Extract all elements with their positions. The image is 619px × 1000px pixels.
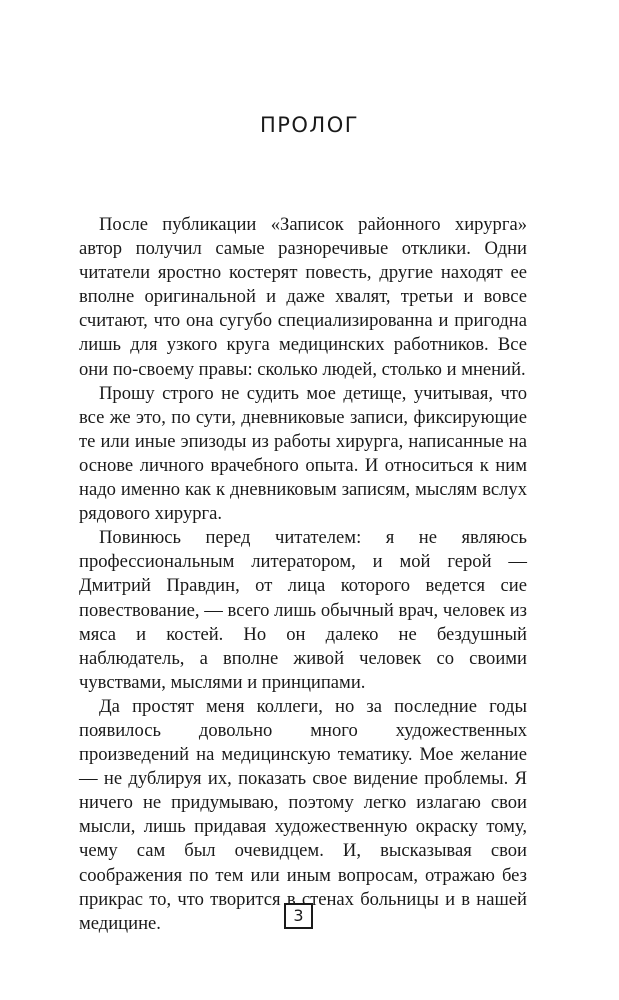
page-number: 3 — [284, 903, 313, 929]
chapter-title: ПРОЛОГ — [259, 113, 360, 137]
paragraph-1: После публикации «Записок районного хирурга» автор получил самые разноречивые отклики. Одни читатели яростно костерят повесть, другие находят ее вполне оригинальной и даже хвалят, третьи и вовсе считают, что она сугубо специализированна и пригодна лишь для узкого круга медицинских работников. Все они по-своему правы: сколько людей, столько и мнений. — [79, 214, 527, 380]
paragraph-2: Прошу строго не судить мое детище, учитывая, что все же это, по сути, дневниковые записи, фиксирующие те или иные эпизоды из работы хирурга, написанные на основе личного врачебного опыта. И относиться к ним надо именно как к дневниковым записям, мыслям вслух рядового хирурга. — [79, 382, 527, 525]
paragraph-4: Да простят меня коллеги, но за последние годы появилось довольно много художественных произведений на медицинскую тематику. Мое желание — не дублируя их, показать свое видение проблемы. Я ничего не придумываю, поэтому легко излагаю свои мысли, лишь придавая художественную окраску тому, чему сам был очевидцем. И, высказывая свои соображения по тем или иным вопросам, отражаю без прикрас то, что творится в стенах больницы и в нашей медицине. — [79, 695, 527, 934]
body-text — [79, 213, 527, 936]
paragraph-3: Повинюсь перед читателем: я не являюсь профессиональным литератором, и мой герой — Дмитрий Правдин, от лица которого ведется сие повествование, — всего лишь обычный врач, человек из мяса и костей. Но он далеко не бездушный наблюдатель, а вполне живой человек со своими чувствами, мыслями и принципами. — [79, 527, 527, 693]
